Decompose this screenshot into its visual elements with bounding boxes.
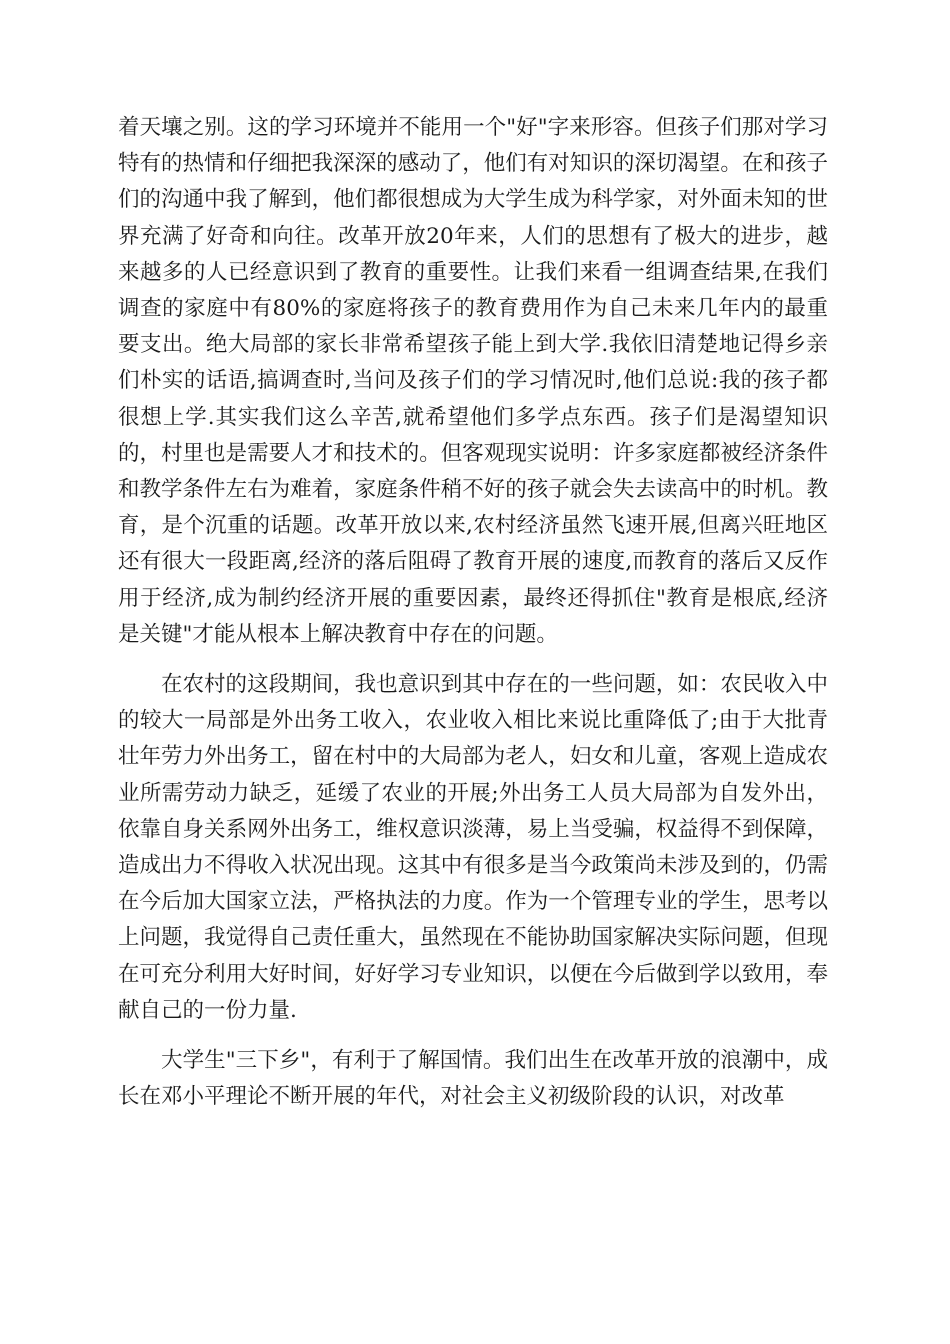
document-body xyxy=(118,110,828,1115)
paragraph-rural-problems: 在农村的这段期间，我也意识到其中存在的一些问题，如：农民收入中的较大一局部是外出务工收入，农业收入相比来说比重降低了;由于大批青壮年劳力外出务工，留在村中的大局部为老人，妇女和儿童，客观上造成农业所需劳动力缺乏，延缓了农业的开展;外出务工人员大局部为自发外出，依靠自身关系网外出务工，维权意识淡薄，易上当受骗，权益得不到保障，造成出力不得收入状况出现。这其中有很多是当今政策尚未涉及到的，仍需在今后加大国家立法，严格执法的力度。作为一个管理专业的学生，思考以上问题，我觉得自己责任重大，虽然现在不能协助国家解决实际问题，但现在可充分利用大好时间，好好学习专业知识，以便在今后做到学以致用，奉献自己的一份力量. xyxy=(118,672,828,1023)
paragraph-continuation: 着天壤之别。这的学习环境并不能用一个"好"字来形容。但孩子们那对学习特有的热情和仔细把我深深的感动了，他们有对知识的深切渴望。在和孩子们的沟通中我了解到，他们都很想成为大学生成为科学家，对外面未知的世界充满了好奇和向往。改革开放20年来，人们的思想有了极大的进步，越来越多的人已经意识到了教育的重要性。让我们来看一组调查结果,在我们调查的家庭中有80%的家庭将孩子的教育费用作为自己未来几年内的最重要支出。绝大局部的家长非常希望孩子能上到大学.我依旧清楚地记得乡亲们朴实的话语,搞调查时,当问及孩子们的学习情况时,他们总说:我的孩子都很想上学.其实我们这么辛苦,就希望他们多学点东西。孩子们是渴望知识的，村里也是需要人才和技术的。但客观现实说明：许多家庭都被经济条件和教学条件左右为难着，家庭条件稍不好的孩子就会失去读高中的时机。教育，是个沉重的话题。改革开放以来,农村经济虽然飞速开展,但离兴旺地区还有很大一段距离,经济的落后阻碍了教育开展的速度,而教育的落后又反作用于经济,成为制约经济开展的重要因素，最终还得抓住"教育是根底,经济是关键"才能从根本上解决教育中存在的问题。 xyxy=(118,115,828,647)
paragraph-national-conditions: 大学生"三下乡"，有利于了解国情。我们出生在改革开放的浪潮中，成长在邓小平理论不断开展的年代，对社会主义初级阶段的认识，对改革 xyxy=(118,1048,828,1110)
